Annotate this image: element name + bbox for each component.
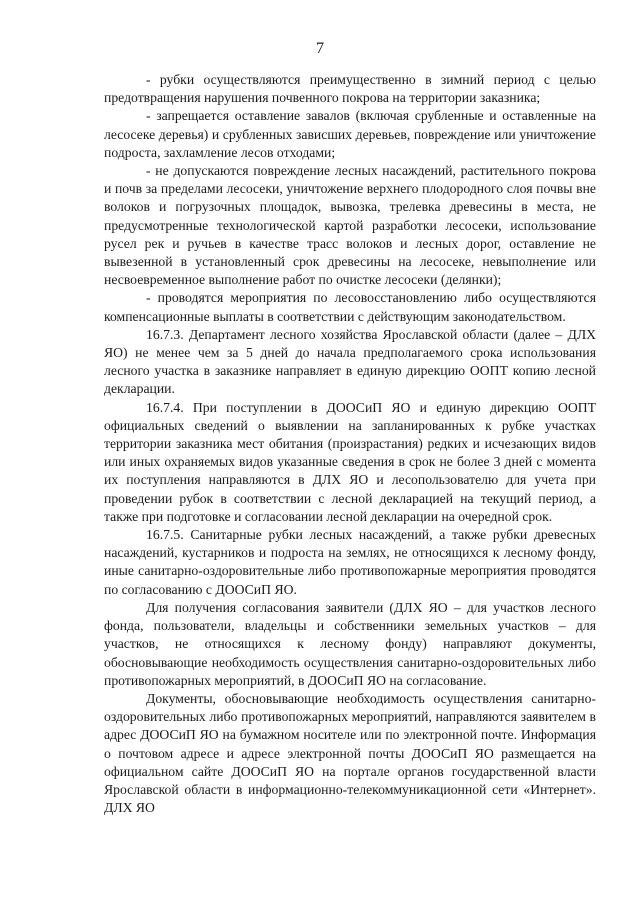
paragraph-reforestation: - проводятся мероприятия по лесовосстановлению либо осуществляются компенсационные выплаты в соответствии с действующим законодательством. xyxy=(104,290,596,324)
paragraph-no-damage: - не допускаются повреждение лесных насаждений, растительного покрова и почв за пределами лесосеки, уничтожение верхнего плодородного слоя почвы вне волоков и погрузочных площадок, вывозка, трелевка древесины в места, не предусмотренные технологической картой разработки лесосеки, использование русел рек и ручьев в качестве трасс волоков и лесных дорог, оставление не вывезенной в установленный срок древесины на лесосеке, невыполнение или несвоевременное выполнение работ по очистке лесосеки (делянки); xyxy=(104,163,596,288)
paragraph-no-debris: - запрещается оставление завалов (включая срубленные и оставленные на лесосеке деревья) и срубленных зависших деревьев, повреждение или уничтожение подроста, захламление лесов отходами; xyxy=(104,108,596,160)
document-body xyxy=(104,71,596,817)
paragraph-felling-winter: - рубки осуществляются преимущественно в зимний период с целью предотвращения нарушения почвенного покрова на территории заказника; xyxy=(104,72,596,106)
paragraph-documents-submission: Документы, обосновывающие необходимость осуществления санитарно-оздоровительных либо противопожарных мероприятий, направляются заявителем в адрес ДООСиП ЯО на бумажном носителе или по электронной почте. Информация о почтовом адресе и адресе электронной почты ДООСиП ЯО размещается на официальном сайте ДООСиП ЯО на портале органов государственной власти Ярославской области в информационно-телекоммуникационной сети «Интернет». ДЛХ ЯО xyxy=(104,690,596,816)
paragraph-approval-request: Для получения согласования заявители (ДЛХ ЯО – для участков лесного фонда, пользователи, владельцы и собственники земельных участков – для участков, не относящихся к лесному фонду) направляют документы, обосновывающие необходимость осуществления санитарно-оздоровительных либо противопожарных мероприятий, в ДООСиП ЯО на согласование. xyxy=(104,599,596,688)
paragraph-16-7-5: 16.7.5. Санитарные рубки лесных насаждений, а также рубки древесных насаждений, кустарников и подроста на землях, не относящихся к лесному фонду, иные санитарно-оздоровительные либо противопожарные мероприятия проводятся по согласованию с ДООСиП ЯО. xyxy=(104,527,596,597)
paragraph-16-7-3: 16.7.3. Департамент лесного хозяйства Ярославской области (далее – ДЛХ ЯО) не менее чем за 5 дней до начала предполагаемого срока использования лесного участка в заказнике направляет в единую дирекцию ООПТ копию лесной декларации. xyxy=(104,326,596,397)
paragraph-16-7-4: 16.7.4. При поступлении в ДООСиП ЯО и единую дирекцию ООПТ официальных сведений о выявлении на запланированных к рубке участках территории заказника мест обитания (произрастания) редких и исчезающих видов или иных охраняемых видов указанные сведения в срок не более 3 дней с момента их поступления направляются в ДЛХ ЯО и лесопользователю для учета при проведении рубок в соответствии с лесной декларацией на текущий период, а также при подготовке и согласовании лесной декларации на очередной срок. xyxy=(104,399,596,524)
page-number: 7 xyxy=(316,40,324,57)
